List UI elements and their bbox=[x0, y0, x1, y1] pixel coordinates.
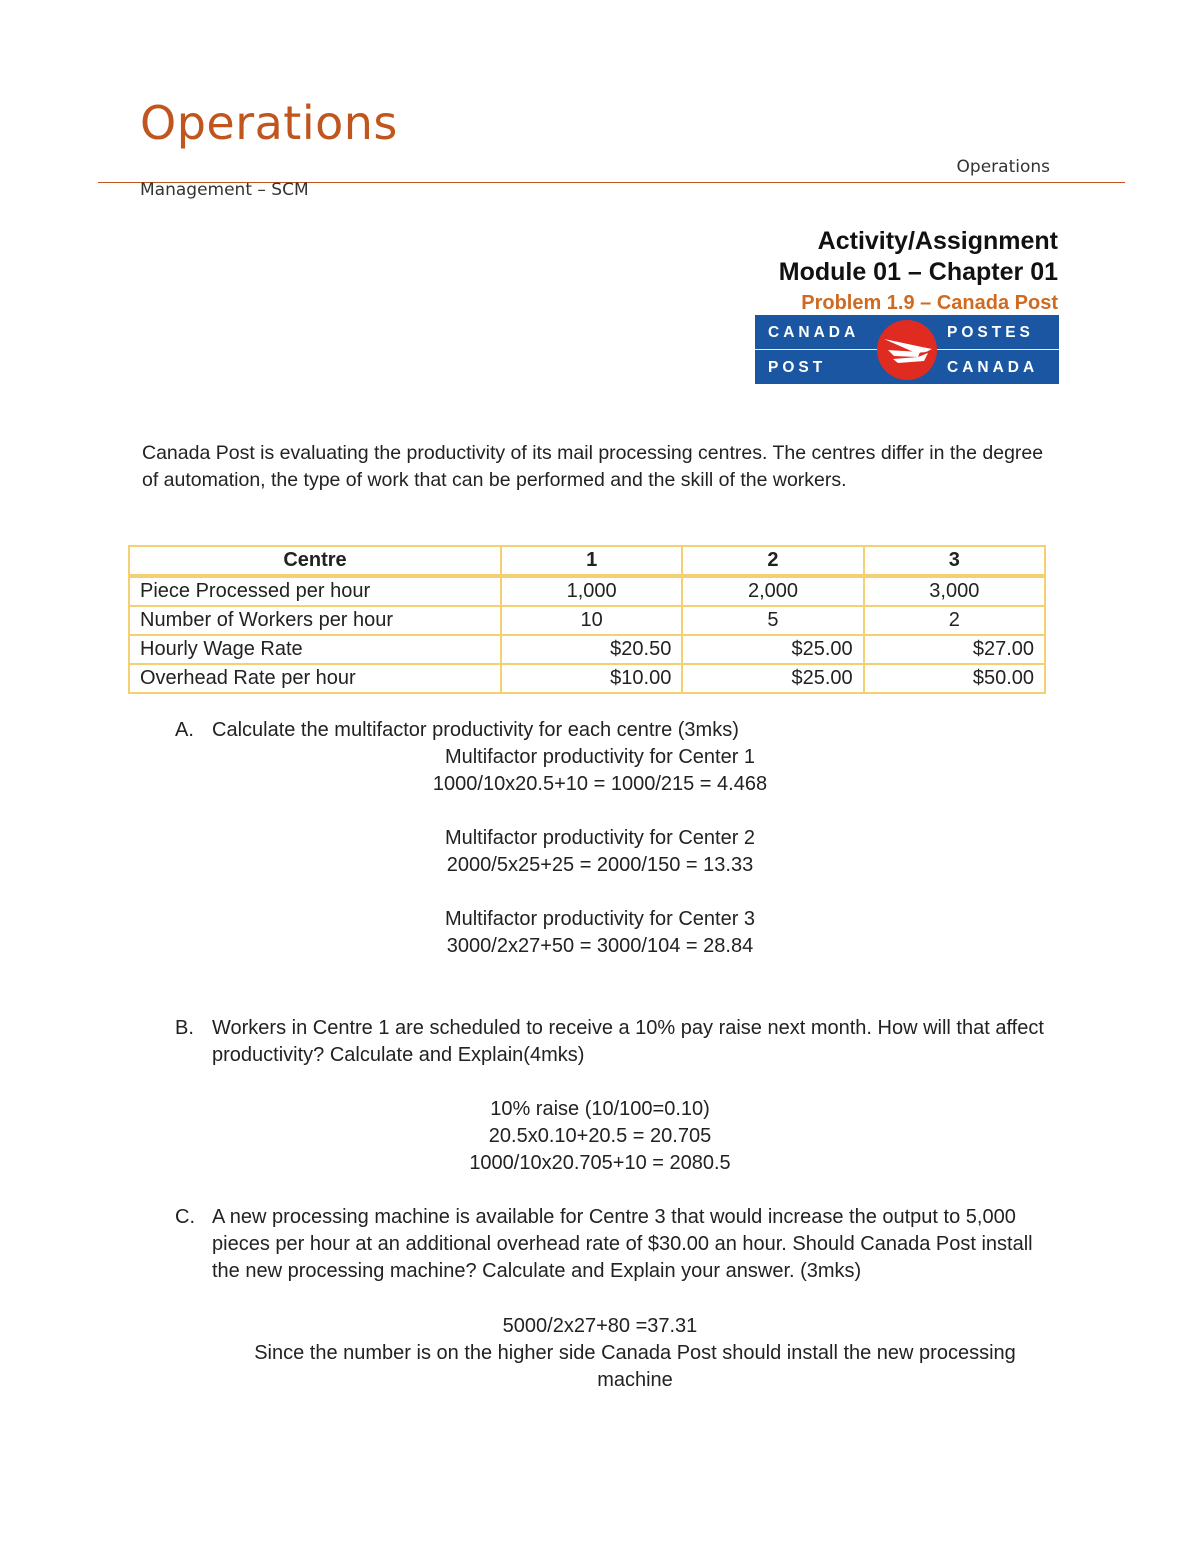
answer-line: 20.5x0.10+20.5 = 20.705 bbox=[488, 1125, 712, 1147]
canada-post-logo bbox=[755, 315, 1059, 384]
question-letter: B. bbox=[175, 1017, 194, 1039]
answer-line: 10% raise (10/100=0.10) bbox=[490, 1098, 710, 1120]
table-header-cell: 2 bbox=[682, 546, 863, 576]
table-cell: 5 bbox=[682, 606, 863, 635]
centre-data-table bbox=[128, 545, 1046, 694]
intro-paragraph: Canada Post is evaluating the productivity of its mail processing centres. The centres differ in the degree of automation, the type of work that can be performed and the skill of the workers. bbox=[142, 442, 1044, 491]
table-row bbox=[129, 664, 1045, 693]
logo-word-post: POST bbox=[768, 359, 827, 376]
canada-post-emblem-icon bbox=[876, 319, 938, 381]
table-cell: $10.00 bbox=[501, 664, 682, 693]
table-header-cell: 1 bbox=[501, 546, 682, 576]
question-a bbox=[175, 717, 1055, 744]
table-cell: 2 bbox=[864, 606, 1045, 635]
table-cell: $20.50 bbox=[501, 635, 682, 664]
table-cell: $27.00 bbox=[864, 635, 1045, 664]
document-subtitle: Management – SCM bbox=[140, 180, 309, 200]
question-letter: A. bbox=[175, 719, 194, 741]
table-cell: 2,000 bbox=[682, 576, 863, 606]
question-b bbox=[175, 1015, 1055, 1069]
answer-line: 2000/5x25+25 = 2000/150 = 13.33 bbox=[446, 854, 754, 876]
assignment-heading: Activity/Assignment bbox=[817, 227, 1058, 255]
table-header-row bbox=[129, 546, 1045, 576]
answer-line: 5000/2x27+80 =37.31 bbox=[502, 1315, 698, 1337]
table-row-label: Piece Processed per hour bbox=[129, 576, 501, 606]
logo-word-canada-fr: CANADA bbox=[947, 359, 1039, 376]
question-text: A new processing machine is available for Centre 3 that would increase the output to 5,000 pieces per hour at an additional overhead rate of $30.00 an hour. Should Canada Post install the new processing machine? Calculate and Explain your answer. (3mks) bbox=[212, 1206, 1033, 1282]
assignment-title-block bbox=[779, 226, 1058, 318]
logo-word-postes: POSTES bbox=[947, 324, 1034, 341]
table-row-label: Hourly Wage Rate bbox=[129, 635, 501, 664]
table-row-label: Overhead Rate per hour bbox=[129, 664, 501, 693]
logo-word-canada-en: CANADA bbox=[768, 324, 860, 341]
table-row bbox=[129, 576, 1045, 606]
table-row bbox=[129, 606, 1045, 635]
header-running-title: Operations bbox=[956, 157, 1050, 177]
problem-heading: Problem 1.9 – Canada Post bbox=[801, 292, 1058, 314]
question-text: Workers in Centre 1 are scheduled to receive a 10% pay raise next month. How will that affect productivity? Calculate and Explain(4mks) bbox=[212, 1017, 1044, 1066]
answer-line: 3000/2x27+50 = 3000/104 = 28.84 bbox=[446, 935, 754, 957]
table-header-cell: Centre bbox=[129, 546, 501, 576]
answer-line: Multifactor productivity for Center 3 bbox=[444, 908, 756, 930]
answer-line: Multifactor productivity for Center 1 bbox=[444, 746, 756, 768]
table-row bbox=[129, 635, 1045, 664]
table-cell: $25.00 bbox=[682, 664, 863, 693]
table-cell: 3,000 bbox=[864, 576, 1045, 606]
table-cell: $50.00 bbox=[864, 664, 1045, 693]
question-letter: C. bbox=[175, 1206, 195, 1228]
document-title: Operations bbox=[140, 96, 398, 150]
question-text: Calculate the multifactor productivity for each centre (3mks) bbox=[212, 719, 739, 741]
table-cell: $25.00 bbox=[682, 635, 863, 664]
question-c bbox=[175, 1204, 1055, 1285]
module-heading: Module 01 – Chapter 01 bbox=[778, 258, 1058, 286]
answer-line: 1000/10x20.705+10 = 2080.5 bbox=[469, 1152, 731, 1174]
answer-conclusion: Since the number is on the higher side Canada Post should install the new processing machine bbox=[254, 1342, 1016, 1391]
table-cell: 1,000 bbox=[501, 576, 682, 606]
answer-line: 1000/10x20.5+10 = 1000/215 = 4.468 bbox=[432, 773, 768, 795]
table-row-label: Number of Workers per hour bbox=[129, 606, 501, 635]
answer-line: Multifactor productivity for Center 2 bbox=[444, 827, 756, 849]
table-header-cell: 3 bbox=[864, 546, 1045, 576]
table-cell: 10 bbox=[501, 606, 682, 635]
